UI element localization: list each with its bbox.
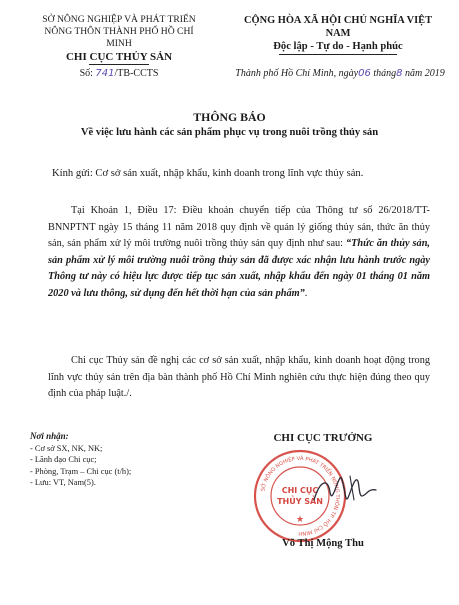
document-number xyxy=(34,68,204,80)
recipient-item: - Cơ sở SX, NK, NK; xyxy=(30,443,103,453)
recipients-block xyxy=(30,431,131,489)
date-day-handwritten: 06 xyxy=(358,68,371,79)
ministry-line-2: NÔNG THÔN THÀNH PHỐ HỒ CHÍ MINH xyxy=(44,26,194,49)
body-paragraph-1 xyxy=(48,203,430,302)
issuing-agency-header xyxy=(34,14,204,80)
handwritten-signature xyxy=(310,470,380,510)
recipient-item: - Phòng, Trạm – Chi cục (t/h); xyxy=(30,466,132,476)
paragraph-1-end: . xyxy=(304,287,308,299)
document-title: THÔNG BÁO xyxy=(193,110,266,124)
signer-name: Võ Thị Mộng Thu xyxy=(282,538,364,549)
stamp-star: ★ xyxy=(295,515,305,525)
national-motto: Độc lập - Tự do - Hạnh phúc xyxy=(273,41,403,52)
nation-name: CỘNG HÒA XÃ HỘI CHỦ NGHĨA VIỆT NAM xyxy=(243,15,433,39)
doc-number-handwritten: 741 xyxy=(95,68,115,79)
national-header xyxy=(232,14,444,55)
date-year: năm 2019 xyxy=(402,68,445,79)
agency-underline xyxy=(89,64,149,65)
paragraph-1-intro: Tại Khoản 1, Điều 17: Điều khoản chuyển tiếp của Thông tư số 26/2018/TT-BNNPTNT ngày 15 tháng 11 năm 2018 quy định về quản lý giống thủy sản, thức ăn thủy sản, sản phẩm xử lý môi trường nuôi trồng thủy sản quy định như sau: xyxy=(48,205,430,249)
date-prefix: Thành phố Hồ Chí Minh, ngày xyxy=(235,68,359,79)
recipient-item: - Lưu: VT, Nam(5). xyxy=(30,478,96,488)
agency-name: CHI CỤC THỦY SẢN xyxy=(65,51,173,63)
document-subtitle: Về việc lưu hành các sản phẩm phục vụ trong nuôi trồng thủy sản xyxy=(80,127,379,138)
ministry-line-1: SỞ NÔNG NGHIỆP VÀ PHÁT TRIỂN xyxy=(42,14,196,25)
stamp-center-line-2: THỦY SẢN xyxy=(277,497,323,506)
place-date-line xyxy=(228,68,452,79)
date-month-label: tháng xyxy=(370,68,397,79)
date-month-handwritten: 8 xyxy=(396,68,403,79)
recipient-item: - Lãnh đạo Chi cục; xyxy=(30,455,97,465)
regulation-quote: “Thức ăn thủy sản, sản phẩm xử lý môi trường nuôi trồng thủy sản đã được xác nhận lưu hành trước ngày Thông tư này có hiệu lực được tiếp tục sản xuất, nhập khẩu đến ngày 01 tháng 01 năm 2020 và lưu thông, sử dụng đến hết thời hạn của sản phẩm” xyxy=(48,238,430,299)
motto-underline xyxy=(279,54,397,55)
doc-number-suffix: /TB-CCTS xyxy=(114,68,159,79)
salutation: Kính gửi: Cơ sở sản xuất, nhập khẩu, kinh doanh trong lĩnh vực thủy sản. xyxy=(52,168,364,179)
signature-title: CHI CỤC TRƯỞNG xyxy=(273,432,373,444)
doc-number-prefix: Số: xyxy=(79,68,96,79)
recipients-heading: Nơi nhận: xyxy=(30,431,69,441)
stamp-ring-text: SỞ NÔNG NGHIỆP VÀ PHÁT TRIỂN NÔNG THÔN TP. HỒ CHÍ MINH xyxy=(260,455,341,537)
body-paragraph-2: Chi cục Thủy sản đề nghị các cơ sở sản xuất, nhập khẩu, kinh doanh hoạt động trong lĩnh vực thủy sản trên địa bàn thành phố Hồ Chí Minh nghiên cứu thực hiện đúng theo quy định của pháp luật./. xyxy=(48,355,430,399)
stamp-center-line-1: CHI CỤC xyxy=(281,486,319,495)
